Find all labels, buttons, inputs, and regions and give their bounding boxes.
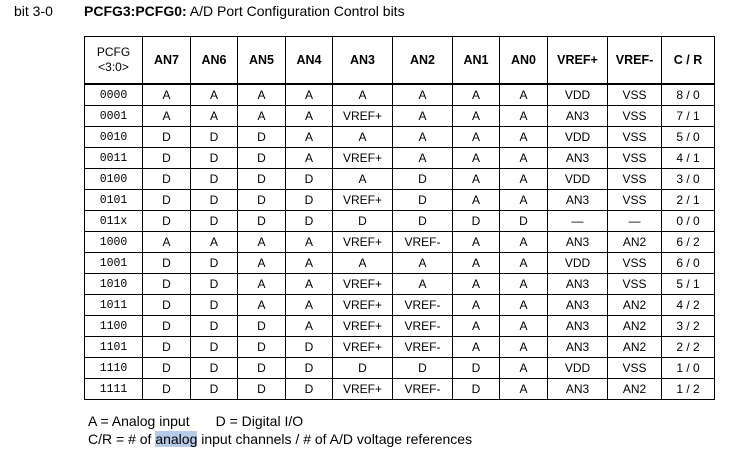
table-cell: A <box>500 295 548 316</box>
table-cell: A <box>191 232 238 253</box>
table-cell: VDD <box>548 253 608 274</box>
table-cell: A <box>143 232 191 253</box>
table-cell: 3 / 0 <box>662 169 715 190</box>
table-cell: A <box>286 148 333 169</box>
pcfg-code-cell: 1111 <box>85 379 143 400</box>
table-row <box>85 253 715 274</box>
table-cell: AN3 <box>548 379 608 400</box>
table-cell: A <box>453 274 500 295</box>
pcfg-code-cell: 0010 <box>85 127 143 148</box>
table-cell: D <box>191 316 238 337</box>
table-cell: AN3 <box>548 232 608 253</box>
table-row <box>85 211 715 232</box>
table-cell: D <box>143 274 191 295</box>
table-cell: VDD <box>548 84 608 106</box>
table-cell: VDD <box>548 169 608 190</box>
table-cell: D <box>286 190 333 211</box>
table-cell: A <box>333 169 393 190</box>
table-cell: D <box>238 190 286 211</box>
table-cell: AN3 <box>548 190 608 211</box>
table-cell: 5 / 1 <box>662 274 715 295</box>
table-cell: VSS <box>608 253 662 274</box>
table-cell: A <box>333 127 393 148</box>
pcfg-code-cell: 0011 <box>85 148 143 169</box>
pcfg-header-line2: <3:0> <box>98 60 129 74</box>
column-header: VREF+ <box>548 37 608 85</box>
table-cell: D <box>393 211 453 232</box>
column-header: AN3 <box>333 37 393 85</box>
pcfg-code-cell: 1110 <box>85 358 143 379</box>
table-cell: A <box>286 253 333 274</box>
table-cell: VREF+ <box>333 274 393 295</box>
table-cell: D <box>191 169 238 190</box>
table-cell: VREF- <box>393 337 453 358</box>
table-cell: D <box>453 358 500 379</box>
table-row <box>85 295 715 316</box>
register-bit-description <box>14 3 405 19</box>
table-cell: A <box>238 253 286 274</box>
pcfg-code-cell: 0100 <box>85 169 143 190</box>
table-cell: D <box>333 211 393 232</box>
table-cell: A <box>500 232 548 253</box>
table-cell: — <box>608 211 662 232</box>
table-cell: D <box>143 190 191 211</box>
table-cell: VREF- <box>393 316 453 337</box>
table-cell: A <box>453 106 500 127</box>
table-cell: D <box>143 169 191 190</box>
table-cell: A <box>286 106 333 127</box>
table-cell: VREF+ <box>333 190 393 211</box>
table-row <box>85 190 715 211</box>
table-cell: A <box>500 169 548 190</box>
table-cell: D <box>191 379 238 400</box>
table-cell: D <box>191 274 238 295</box>
legend-line-1 <box>88 413 303 429</box>
table-cell: VREF+ <box>333 148 393 169</box>
table-cell: A <box>453 337 500 358</box>
table-cell: D <box>191 337 238 358</box>
table-cell: 0 / 0 <box>662 211 715 232</box>
table-cell: AN3 <box>548 148 608 169</box>
table-cell: 4 / 2 <box>662 295 715 316</box>
table-cell: A <box>286 274 333 295</box>
column-header: AN4 <box>286 37 333 85</box>
table-cell: 7 / 1 <box>662 106 715 127</box>
ad-port-configuration-table <box>84 36 715 400</box>
table-cell: 6 / 0 <box>662 253 715 274</box>
table-header-row <box>85 37 715 85</box>
table-cell: D <box>143 337 191 358</box>
table-cell: D <box>393 190 453 211</box>
table-cell: A <box>453 253 500 274</box>
table-cell: VREF+ <box>333 316 393 337</box>
table-row <box>85 379 715 400</box>
table-cell: A <box>393 106 453 127</box>
table-cell: — <box>548 211 608 232</box>
table-cell: D <box>238 211 286 232</box>
table-cell: A <box>453 169 500 190</box>
column-header: AN6 <box>191 37 238 85</box>
table-cell: VREF+ <box>333 379 393 400</box>
bit-field-name: PCFG3:PCFG0: <box>84 3 187 19</box>
table-cell: AN3 <box>548 274 608 295</box>
table-cell: A <box>238 106 286 127</box>
table-cell: VREF+ <box>333 106 393 127</box>
table-cell: A <box>453 295 500 316</box>
table-cell: D <box>286 379 333 400</box>
column-header: VREF- <box>608 37 662 85</box>
table-cell: VDD <box>548 358 608 379</box>
table-row <box>85 127 715 148</box>
table-cell: A <box>393 148 453 169</box>
pcfg-code-cell: 0000 <box>85 84 143 106</box>
table-cell: D <box>191 127 238 148</box>
table-cell: VREF+ <box>333 295 393 316</box>
table-row <box>85 148 715 169</box>
column-header: AN5 <box>238 37 286 85</box>
table-cell: D <box>393 358 453 379</box>
table-cell: A <box>500 358 548 379</box>
table-cell: A <box>393 274 453 295</box>
table-cell: D <box>238 337 286 358</box>
table-cell: A <box>393 253 453 274</box>
table-cell: A <box>333 253 393 274</box>
table-cell: A <box>500 379 548 400</box>
table-cell: A <box>333 84 393 106</box>
table-cell: AN2 <box>608 295 662 316</box>
table-row <box>85 358 715 379</box>
table-row <box>85 316 715 337</box>
table-cell: D <box>191 253 238 274</box>
bit-field-description: A/D Port Configuration Control bits <box>186 3 405 19</box>
table-cell: D <box>238 148 286 169</box>
table-cell: VREF- <box>393 232 453 253</box>
table-cell: D <box>286 337 333 358</box>
table-cell: 3 / 2 <box>662 316 715 337</box>
column-header: AN2 <box>393 37 453 85</box>
table-row <box>85 274 715 295</box>
pcfg-code-cell: 0001 <box>85 106 143 127</box>
table-cell: VREF+ <box>333 232 393 253</box>
table-cell: A <box>500 253 548 274</box>
table-cell: A <box>500 316 548 337</box>
legend-digital: D = Digital I/O <box>215 413 304 429</box>
table-cell: AN2 <box>608 232 662 253</box>
table-cell: A <box>453 127 500 148</box>
table-cell: A <box>286 232 333 253</box>
column-header-pcfg <box>85 37 143 85</box>
table-cell: A <box>191 84 238 106</box>
table-row <box>85 232 715 253</box>
pcfg-code-cell: 0101 <box>85 190 143 211</box>
table-cell: A <box>191 106 238 127</box>
table-cell: D <box>143 253 191 274</box>
column-header: C / R <box>662 37 715 85</box>
table-cell: AN2 <box>608 337 662 358</box>
table-cell: A <box>286 295 333 316</box>
column-header: AN0 <box>500 37 548 85</box>
legend-cr-suffix: input channels / # of A/D voltage references <box>197 431 473 447</box>
table-cell: VREF+ <box>333 337 393 358</box>
pcfg-header-line1: PCFG <box>96 45 131 59</box>
table-cell: A <box>500 148 548 169</box>
table-cell: D <box>238 169 286 190</box>
table-cell: A <box>453 232 500 253</box>
pcfg-code-cell: 1001 <box>85 253 143 274</box>
table-cell: D <box>191 190 238 211</box>
table-cell: A <box>143 84 191 106</box>
column-header: AN1 <box>453 37 500 85</box>
legend-cr-prefix: C/R = # of <box>88 431 156 447</box>
table-cell: D <box>143 295 191 316</box>
table-cell: A <box>238 232 286 253</box>
table-cell: D <box>238 127 286 148</box>
table-cell: D <box>333 358 393 379</box>
table-cell: VREF- <box>393 295 453 316</box>
table-cell: VSS <box>608 106 662 127</box>
table-cell: A <box>238 295 286 316</box>
pcfg-code-cell: 1101 <box>85 337 143 358</box>
legend-line-2 <box>88 431 472 447</box>
table-cell: 5 / 0 <box>662 127 715 148</box>
pcfg-code-cell: 1010 <box>85 274 143 295</box>
table-cell: D <box>286 358 333 379</box>
table-cell: D <box>143 358 191 379</box>
table-row <box>85 84 715 106</box>
table-cell: D <box>143 127 191 148</box>
table-cell: A <box>453 190 500 211</box>
table-cell: D <box>191 148 238 169</box>
table-cell: A <box>500 274 548 295</box>
column-header: AN7 <box>143 37 191 85</box>
table-cell: 1 / 0 <box>662 358 715 379</box>
bit-range-label: bit 3-0 <box>14 3 53 19</box>
pcfg-code-cell: 011x <box>85 211 143 232</box>
table-cell: A <box>393 127 453 148</box>
table-cell: A <box>286 127 333 148</box>
table-cell: AN3 <box>548 316 608 337</box>
table-cell: D <box>143 148 191 169</box>
table-row <box>85 106 715 127</box>
table-cell: 4 / 1 <box>662 148 715 169</box>
selected-text-highlight[interactable]: analog <box>155 431 198 447</box>
table-cell: 1 / 2 <box>662 379 715 400</box>
table-cell: A <box>143 106 191 127</box>
table-cell: A <box>238 274 286 295</box>
table-cell: A <box>453 148 500 169</box>
table-cell: D <box>393 169 453 190</box>
table-cell: A <box>238 84 286 106</box>
legend-analog: A = Analog input <box>88 413 190 429</box>
table-cell: A <box>393 84 453 106</box>
table-cell: 2 / 2 <box>662 337 715 358</box>
table-cell: 8 / 0 <box>662 84 715 106</box>
table-cell: VSS <box>608 358 662 379</box>
pcfg-code-cell: 1100 <box>85 316 143 337</box>
table-cell: VREF- <box>393 379 453 400</box>
table-cell: D <box>191 211 238 232</box>
table-row <box>85 169 715 190</box>
table-cell: AN2 <box>608 316 662 337</box>
table-cell: A <box>286 84 333 106</box>
table-cell: D <box>143 211 191 232</box>
table-cell: VSS <box>608 127 662 148</box>
table-cell: A <box>500 127 548 148</box>
table-cell: D <box>143 379 191 400</box>
table-cell: D <box>238 358 286 379</box>
table-cell: D <box>286 211 333 232</box>
table-cell: D <box>453 379 500 400</box>
table-cell: D <box>143 316 191 337</box>
table-cell: A <box>453 84 500 106</box>
table-cell: A <box>286 316 333 337</box>
table-cell: VSS <box>608 148 662 169</box>
table-cell: AN3 <box>548 295 608 316</box>
table-cell: AN3 <box>548 337 608 358</box>
table-cell: A <box>500 84 548 106</box>
table-cell: D <box>453 211 500 232</box>
table-cell: VSS <box>608 190 662 211</box>
table-cell: A <box>453 316 500 337</box>
pcfg-code-cell: 1000 <box>85 232 143 253</box>
table-cell: VSS <box>608 84 662 106</box>
table-cell: D <box>238 379 286 400</box>
table-cell: D <box>191 358 238 379</box>
table-body <box>85 84 715 400</box>
table-cell: 6 / 2 <box>662 232 715 253</box>
table-cell: AN3 <box>548 106 608 127</box>
table-cell: D <box>238 316 286 337</box>
table-cell: VDD <box>548 127 608 148</box>
table-cell: AN2 <box>608 379 662 400</box>
pcfg-code-cell: 1011 <box>85 295 143 316</box>
table-cell: D <box>500 211 548 232</box>
table-cell: D <box>191 295 238 316</box>
table-cell: VSS <box>608 169 662 190</box>
table-cell: VSS <box>608 274 662 295</box>
table-cell: A <box>500 337 548 358</box>
table-cell: D <box>286 169 333 190</box>
table-cell: A <box>500 190 548 211</box>
table-cell: A <box>500 106 548 127</box>
table-cell: 2 / 1 <box>662 190 715 211</box>
table-row <box>85 337 715 358</box>
